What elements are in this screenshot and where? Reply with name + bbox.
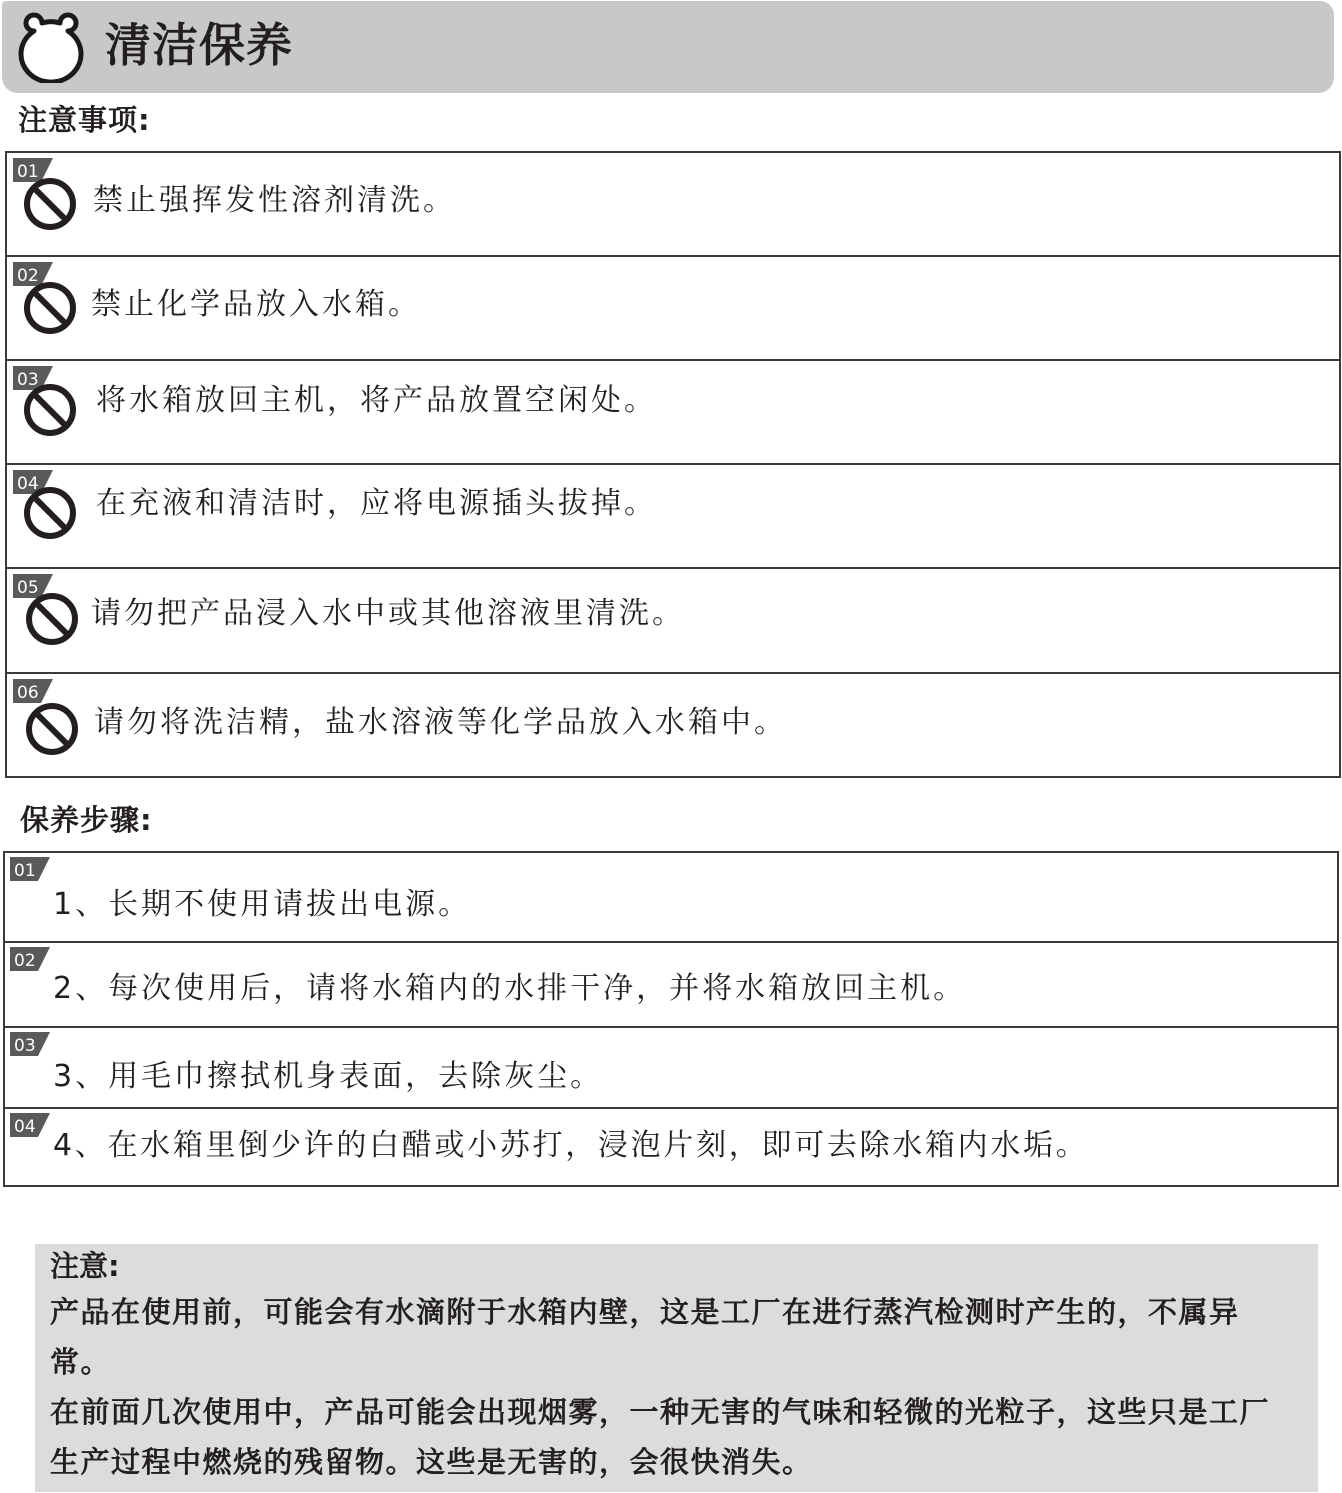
precautions-list <box>5 151 1341 778</box>
number-tab-icon <box>10 947 50 973</box>
prohibited-icon <box>21 381 79 439</box>
item-number: 03 <box>14 1036 36 1056</box>
precaution-text: 禁止化学品放入水箱。 <box>91 287 421 322</box>
prohibited-icon <box>21 175 79 233</box>
step-text: 4、在水箱里倒少许的白醋或小苏打，浸泡片刻，即可去除水箱内水垢。 <box>53 1128 1089 1163</box>
item-number: 04 <box>14 1117 36 1137</box>
precaution-text: 请勿把产品浸入水中或其他溶液里清洗。 <box>91 596 685 631</box>
steps-list <box>3 851 1339 1187</box>
note-title: 注意: <box>50 1249 120 1283</box>
item-number: 01 <box>17 162 39 182</box>
item-number: 02 <box>17 266 39 286</box>
step-text: 3、用毛巾擦拭机身表面，去除灰尘。 <box>53 1059 604 1094</box>
note-box <box>35 1244 1318 1492</box>
step-row <box>5 1109 1337 1185</box>
precaution-text: 请勿将洗洁精，盐水溶液等化学品放入水箱中。 <box>94 705 787 740</box>
item-number: 01 <box>14 861 36 881</box>
step-row <box>5 943 1337 1028</box>
step-row <box>5 1028 1337 1109</box>
prohibited-icon <box>21 279 79 337</box>
number-tab-icon <box>10 857 50 883</box>
step-text: 1、长期不使用请拔出电源。 <box>53 887 472 922</box>
precaution-row <box>7 674 1339 776</box>
item-number: 02 <box>14 951 36 971</box>
number-tab-icon <box>10 1113 50 1139</box>
step-row <box>5 853 1337 943</box>
item-number: 06 <box>17 683 39 703</box>
precautions-title: 注意事项: <box>18 103 151 137</box>
precaution-text: 禁止强挥发性溶剂清洗。 <box>93 183 456 218</box>
steps-title: 保养步骤: <box>20 803 153 837</box>
prohibited-icon <box>21 484 79 542</box>
precaution-text: 在充液和清洁时，应将电源插头拔掉。 <box>96 486 657 521</box>
note-paragraph: 产品在使用前，可能会有水滴附于水箱内壁，这是工厂在进行蒸汽检测时产生的，不属异常。 <box>50 1295 1240 1379</box>
precaution-row <box>7 257 1339 361</box>
precaution-row <box>7 361 1339 465</box>
bear-head-icon <box>16 11 86 83</box>
item-number: 05 <box>17 578 39 598</box>
step-text: 2、每次使用后，请将水箱内的水排干净，并将水箱放回主机。 <box>53 971 967 1006</box>
page-title: 清洁保养 <box>105 18 293 72</box>
number-tab-icon <box>10 1032 50 1058</box>
note-paragraph: 在前面几次使用中，产品可能会出现烟雾，一种无害的气味和轻微的光粒子，这些只是工厂生产过程中燃烧的残留物。这些是无害的，会很快消失。 <box>50 1395 1271 1479</box>
prohibited-icon <box>23 700 81 758</box>
item-number: 03 <box>17 370 39 390</box>
precaution-text: 将水箱放回主机，将产品放置空闲处。 <box>96 383 657 418</box>
section-header <box>2 1 1334 93</box>
precaution-row <box>7 569 1339 674</box>
precaution-row <box>7 153 1339 257</box>
item-number: 04 <box>17 474 39 494</box>
precaution-row <box>7 465 1339 569</box>
prohibited-icon <box>23 590 81 648</box>
